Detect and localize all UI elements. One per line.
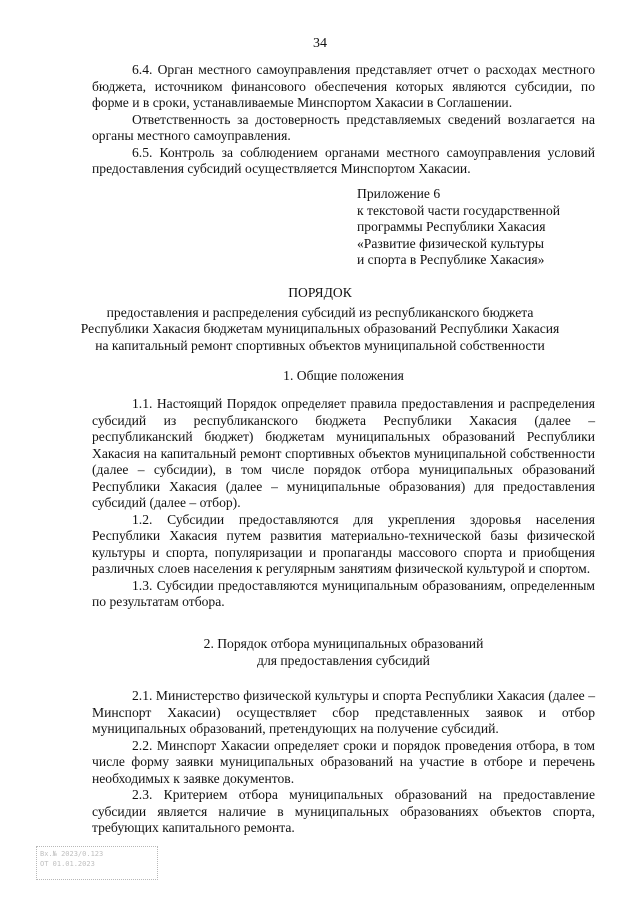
section-2-heading [92, 636, 595, 669]
appendix-line: и спорта в Республике Хакасия» [357, 252, 545, 267]
registration-stamp [36, 846, 158, 880]
section-1-body [92, 396, 595, 611]
paragraph-1-1: 1.1. Настоящий Порядок определяет правила предоставления и распределения субсидий из республиканского бюджета Республики Хакасия (далее – республиканский бюджет) бюджетам муниципальных образований Республики Хакасия на капитальный ремонт спортивных объектов муниципальной собственности (далее – субсидии), в том числе порядок отбора муниципальных образований Республики Хакасия (далее – муниципальные образования) для предоставления субсидий (далее – отбор). [92, 396, 595, 510]
section-2-heading-line: для предоставления субсидий [257, 652, 430, 668]
paragraph-6-4: 6.4. Орган местного самоуправления представляет отчет о расходах местного бюджета, источником финансового обеспечения которых являются субсидии, по форме и в сроки, устанавливаемые Минспортом Хакасии в Соглашении. [92, 62, 595, 110]
stamp-line: Вх.№ 2023/0.123 [40, 850, 104, 858]
appendix-line: программы Республики Хакасия [357, 219, 546, 234]
title-line: Республики Хакасия бюджетам муниципальных образований Республики Хакасия [80, 321, 560, 336]
document-title [0, 285, 640, 354]
title-line: на капитальный ремонт спортивных объектов муниципальной собственности [95, 337, 545, 353]
appendix-line: «Развитие физической культуры [357, 235, 545, 251]
section-1-heading: 1. Общие положения [283, 368, 404, 383]
appendix-reference [357, 186, 597, 269]
appendix-line: Приложение 6 [357, 186, 441, 201]
top-section [92, 62, 595, 178]
title-line: предоставления и распределения субсидий из республиканского бюджета [106, 304, 534, 320]
appendix-line: к текстовой части государственной [357, 202, 561, 218]
paragraph-2-3: 2.3. Критерием отбора муниципальных образований на предоставление субсидии является наличие в муниципальных образованиях объектов спорта, требующих капитального ремонта. [92, 787, 595, 835]
paragraph-responsibility: Ответственность за достоверность представляемых сведений возлагается на органы местного самоуправления. [92, 111, 595, 143]
title-heading: ПОРЯДОК [288, 285, 352, 300]
page-number: 34 [313, 36, 327, 51]
paragraph-6-5: 6.5. Контроль за соблюдением органами местного самоуправления условий предоставления субсидий осуществляется Минспортом Хакасии. [92, 144, 595, 176]
paragraph-1-3: 1.3. Субсидии предоставляются муниципальным образованиям, определенным по результатам отбора. [92, 577, 595, 609]
stamp-line: ОТ 01.01.2023 [40, 860, 95, 868]
paragraph-2-1: 2.1. Министерство физической культуры и спорта Республики Хакасия (далее – Минспорт Хакасии) осуществляет сбор представленных заявок и отбор муниципальных образований, претендующих на получение субсидий. [92, 688, 595, 736]
section-2-body [92, 688, 595, 837]
paragraph-2-2: 2.2. Минспорт Хакасии определяет сроки и порядок проведения отбора, в том числе форму заявки муниципальных образований на участие в отборе и перечень необходимых к заявке документов. [92, 737, 595, 786]
paragraph-1-2: 1.2. Субсидии предоставляются для укрепления здоровья населения Республики Хакасия путем развития материально-технической базы физической культуры и спорта, популяризации и пропаганды массового спорта и приобщения различных слоев населения к регулярным занятиям физической культурой и спортом. [92, 511, 595, 576]
section-2-heading-line: 2. Порядок отбора муниципальных образований [203, 636, 484, 651]
